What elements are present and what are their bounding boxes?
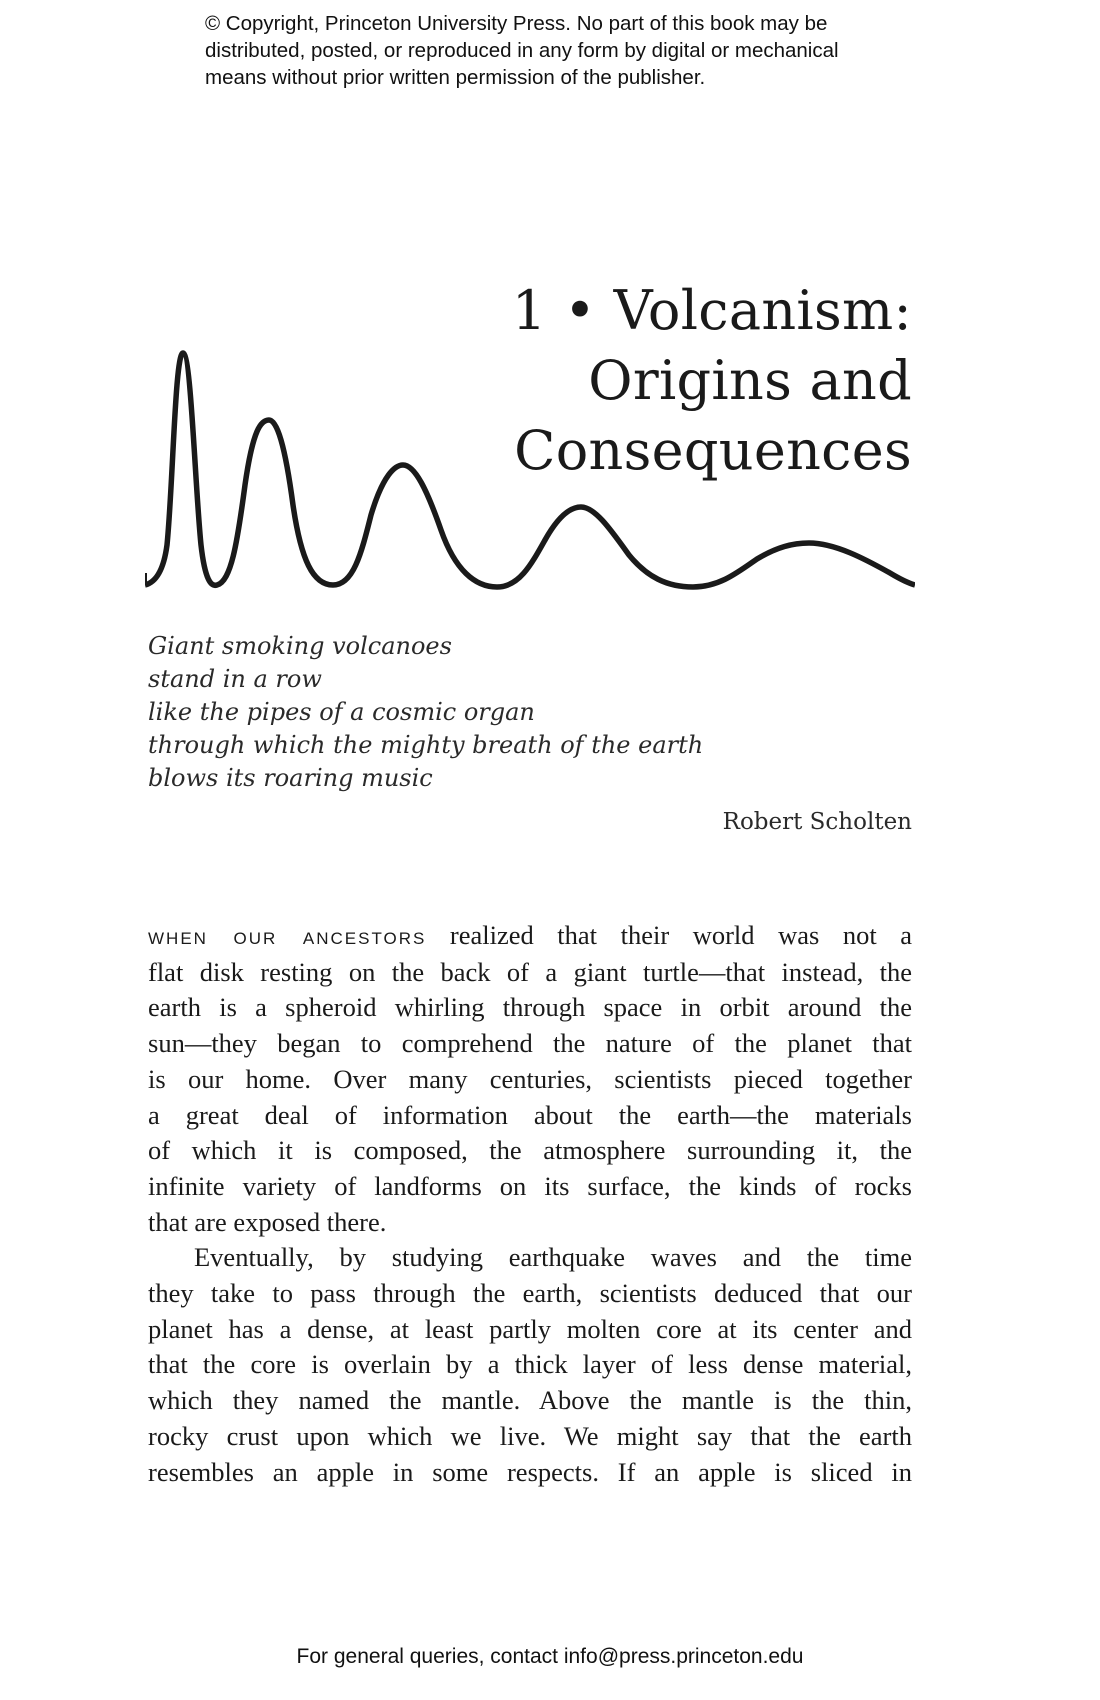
chapter-title-line: Origins and (588, 349, 912, 412)
text-line (148, 1240, 912, 1276)
footer-contact: For general queries, contact info@press.princeton.edu (296, 1645, 804, 1668)
text-line: sun—they began to comprehend the nature of the planet that (148, 1028, 912, 1059)
copyright-line: means without prior written permission of the publisher. (205, 66, 706, 89)
text-line: a great deal of information about the earth—the materials (148, 1099, 912, 1130)
copyright-notice (205, 10, 925, 91)
chapter-title-line: Consequences (514, 419, 912, 482)
text-line: is our home. Over many centuries, scientists pieced together (148, 1063, 912, 1094)
text-line: that are exposed there. (148, 1206, 387, 1237)
wave-line (145, 353, 915, 587)
text-line-fragment: realized that their world was not a (426, 920, 912, 950)
text-line-fragment: Eventually, by studying earthquake waves and the time (194, 1242, 912, 1273)
text-line: rocky crust upon which we live. We might say that the earth (148, 1420, 912, 1451)
paragraph (148, 1240, 912, 1490)
epigraph-line: blows its roaring music (148, 764, 433, 792)
decaying-wave-ornament (145, 345, 915, 595)
text-line: that the core is overlain by a thick layer of less dense material, (148, 1349, 912, 1380)
epigraph (148, 630, 912, 795)
chapter-title-line: 1 • Volcanism: (511, 279, 912, 342)
epigraph-line: through which the mighty breath of the earth (148, 731, 704, 759)
paragraph (148, 918, 912, 1240)
copyright-line: distributed, posted, or reproduced in any form by digital or mechanical (205, 39, 839, 62)
wave-start-tick (145, 573, 147, 585)
body-text (148, 918, 912, 1490)
text-line: which they named the mantle. Above the mantle is the thin, (148, 1385, 912, 1416)
text-line (148, 918, 912, 955)
text-line: earth is a spheroid whirling through space in orbit around the (148, 992, 912, 1023)
epigraph-line: stand in a row (148, 665, 322, 693)
epigraph-line: Giant smoking volcanoes (148, 632, 452, 660)
text-line: flat disk resting on the back of a giant turtle—that instead, the (148, 956, 912, 987)
text-line: planet has a dense, at least partly molten core at its center and (148, 1313, 912, 1344)
copyright-line: © Copyright, Princeton University Press. No part of this book may be (205, 12, 828, 35)
text-line: they take to pass through the earth, scientists deduced that our (148, 1278, 912, 1309)
text-line: resembles an apple in some respects. If an apple is sliced in (148, 1456, 912, 1487)
small-caps-lead: when our ancestors (148, 923, 427, 950)
epigraph-line: like the pipes of a cosmic organ (148, 698, 535, 726)
epigraph-attribution: Robert Scholten (722, 809, 912, 835)
text-line: infinite variety of landforms on its surface, the kinds of rocks (148, 1170, 912, 1201)
text-line: of which it is composed, the atmosphere surrounding it, the (148, 1135, 912, 1166)
